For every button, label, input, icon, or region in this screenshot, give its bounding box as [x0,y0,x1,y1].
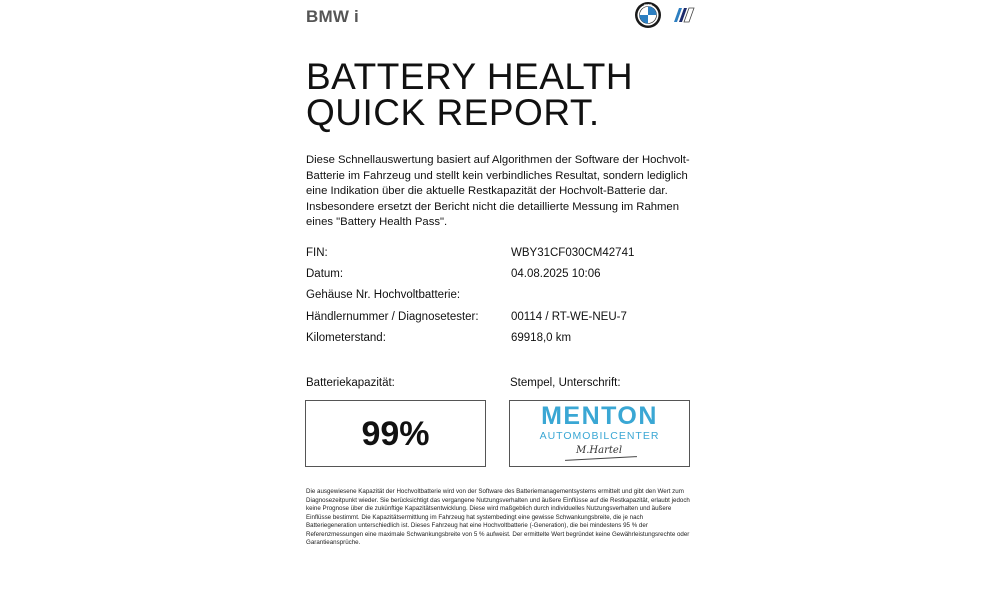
dealer-stamp-subtitle: AUTOMOBILCENTER [539,430,660,442]
intro-paragraph: Diese Schnellauswertung basiert auf Algorithmen der Software der Hochvolt-Batterie im Fahrzeug und stellt kein verbindliches Resultat, sondern lediglich eine Indikation über die aktuelle Restkapazität der Hochvolt-Batterie dar. Insbesondere ersetzt der Bericht nicht die detaillierte Messung im Rahmen eines "Battery Health Pass". [306,154,690,228]
signature-line [565,456,637,461]
field-label: Gehäuse Nr. Hochvoltbatterie: [306,289,461,302]
capacity-label: Batteriekapazität: [306,377,395,389]
field-row-gehaeuse [306,289,706,310]
field-label: Kilometerstand: [306,331,386,344]
title-line-2: QUICK REPORT. [306,92,600,133]
field-value: WBY31CF030CM42741 [511,247,635,259]
field-value: 04.08.2025 10:06 [511,268,601,281]
report-title [306,56,634,133]
capacity-box [305,400,486,467]
bmw-m-stripes-icon [670,7,696,23]
disclaimer-text: Die ausgewiesene Kapazität der Hochvoltbatterie wird von der Software des Batteriemanagementsystems ermittelt und gibt den Wert zum Diagnosezeitpunkt wieder. Sie berücksichtigt das vergangene Nutzungsverhalten und äußere Einflüsse auf die Restkapazität, erlaubt jedoch keine Prognose über die zukünftige Kapazitätsentwicklung. Diese wird maßgeblich durch individuelles Nutzungsverhalten und äußere Einflüsse bestimmt. Die Kapazitätsermittlung im Fahrzeug hat systembedingt eine gewisse Schwankungsbreite, die je nach Batteriegeneration unterschiedlich ist. Dieses Fahrzeug hat eine Hochvoltbatterie (-Generation), die bei mindestens 95 % der Referenzmessungen eine maximale Schwankungsbreite von 5 % aufweist. Der ermittelte Wert begründet keine Gewährleistungsrechte oder Garantieansprüche. [306,488,690,546]
title-line-1: BATTERY HEALTH [306,56,634,97]
report-fields [306,247,706,353]
field-label: Händlernummer / Diagnosetester: [306,310,479,323]
field-value: 00114 / RT-WE-NEU-7 [511,310,627,323]
field-label: FIN: [306,247,328,259]
signature: M.Hartel [576,445,623,456]
field-row-kilometerstand [306,332,706,353]
stamp-box [509,400,690,467]
svg-text:BMW: BMW [644,3,652,8]
bmw-roundel-icon [634,1,662,29]
dealer-stamp-name: MENTON [541,402,658,430]
field-row-datum [306,268,706,289]
field-label: Datum: [306,268,344,281]
field-value: 69918,0 km [511,331,572,344]
capacity-value: 99% [361,415,430,453]
field-row-fin [306,247,706,268]
field-row-haendler [306,311,706,332]
stamp-label: Stempel, Unterschrift: [510,377,621,389]
brand-name: BMW i [306,7,359,26]
